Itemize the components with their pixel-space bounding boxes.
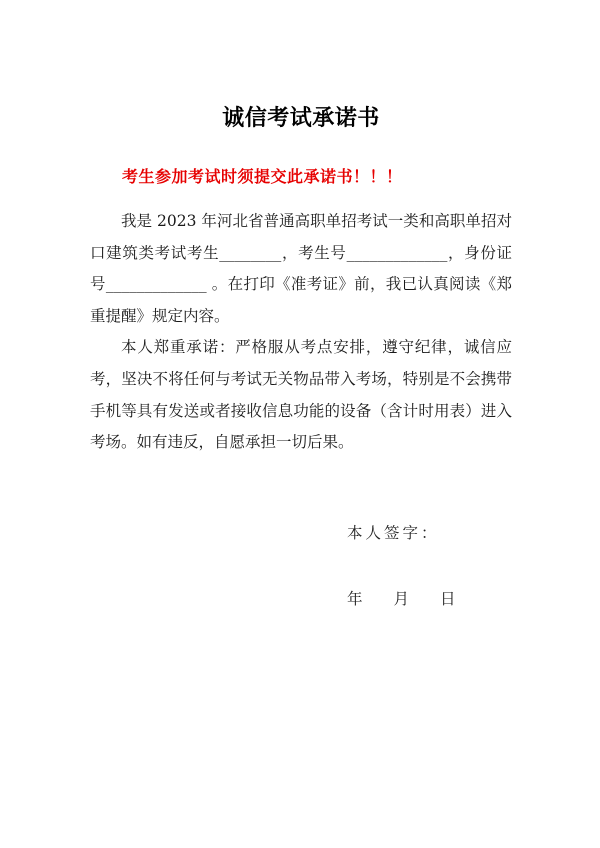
document-title: 诚信考试承诺书 [222,105,380,130]
document-body [90,206,512,459]
body-paragraph: 本人郑重承诺：严格服从考点安排，遵守纪律，诚信应考，坚决不将任何与考试无关物品带入考场，特别是不会携带手机等具有发送或者接收信息功能的设备（含计时用表）进入考场。如有违反，自愿承担一切后果。 [90,338,512,452]
body-paragraph: 我是 2023 年河北省普通高职单招考试一类和高职单招对口建筑类考试考生________，考生号_____________，身份证号_____________ 。在打印《准考证》前，我已认真阅读《郑重提醒》规定内容。 [90,212,512,325]
date-line: 年 月 日 [347,589,456,608]
notice-text: 考生参加考试时须提交此承诺书！！！ [122,169,403,186]
signature-label: 本人签字： [347,523,440,542]
